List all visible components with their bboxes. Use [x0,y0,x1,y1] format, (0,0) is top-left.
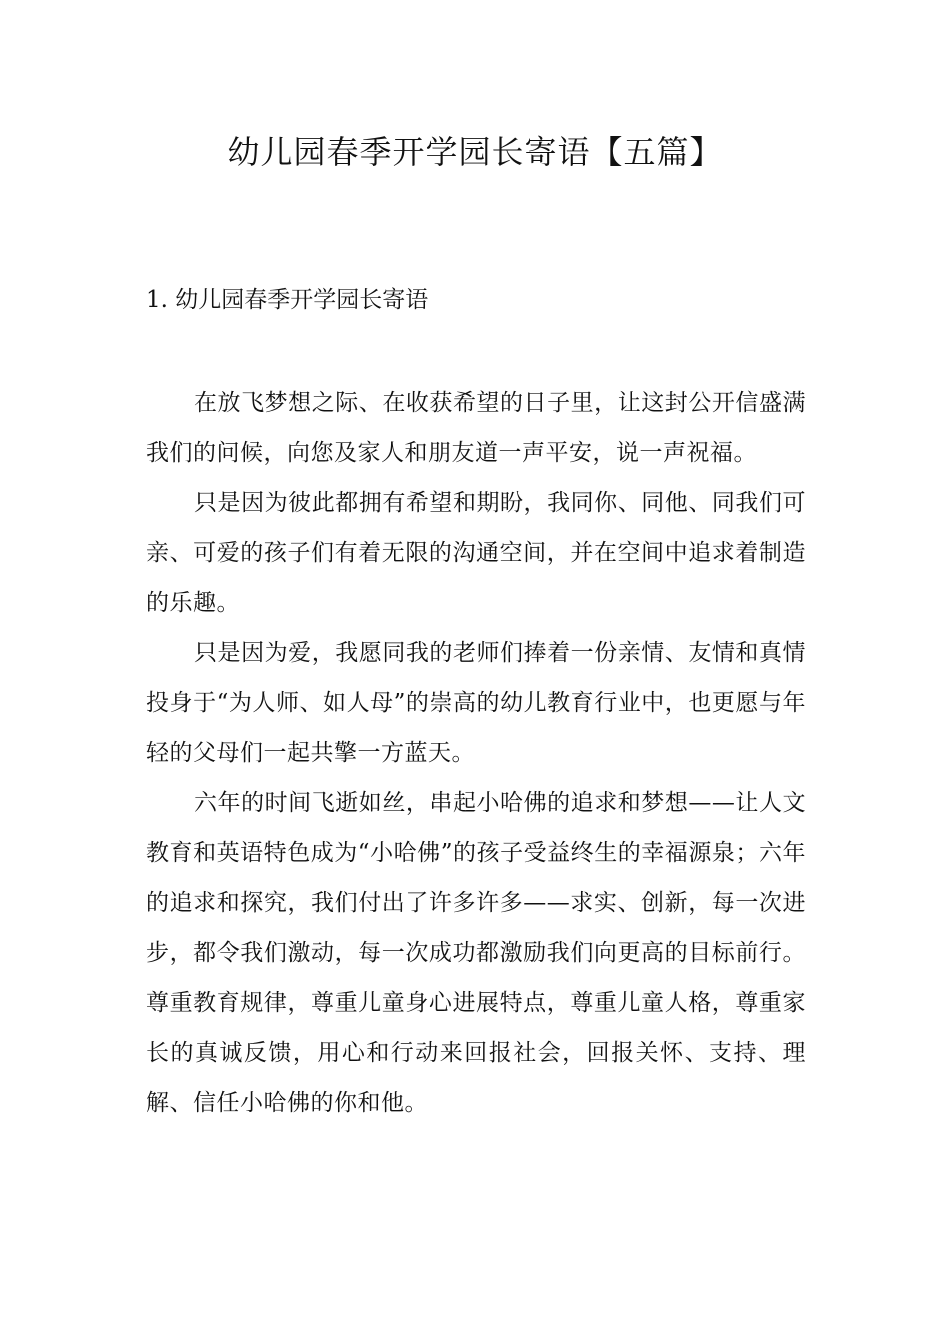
document-title: 幼儿园春季开学园长寄语【五篇】 [227,133,723,171]
paragraph: 只是因为彼此都拥有希望和期盼，我同你、同他、同我们可亲、可爱的孩子们有着无限的沟通空间，并在空间中追求着制造的乐趣。 [146,490,806,616]
document-body [146,378,806,1128]
paragraph: 六年的时间飞逝如丝，串起小哈佛的追求和梦想——让人文教育和英语特色成为“小哈佛”的孩子受益终生的幸福源泉；六年的追求和探究，我们付出了许多许多——求实、创新，每一次进步，都令我们激动，每一次成功都激励我们向更高的目标前行。尊重教育规律，尊重儿童身心进展特点，尊重儿童人格，尊重家长的真诚反馈，用心和行动来回报社会，回报关怀、支持、理解、信任小哈佛的你和他。 [146,790,806,1116]
section-heading: 1. 幼儿园春季开学园长寄语 [146,287,429,313]
paragraph: 只是因为爱，我愿同我的老师们捧着一份亲情、友情和真情投身于“为人师、如人母”的崇高的幼儿教育行业中，也更愿与年轻的父母们一起共擎一方蓝天。 [146,640,806,766]
paragraph: 在放飞梦想之际、在收获希望的日子里，让这封公开信盛满我们的问候，向您及家人和朋友道一声平安，说一声祝福。 [146,390,806,466]
